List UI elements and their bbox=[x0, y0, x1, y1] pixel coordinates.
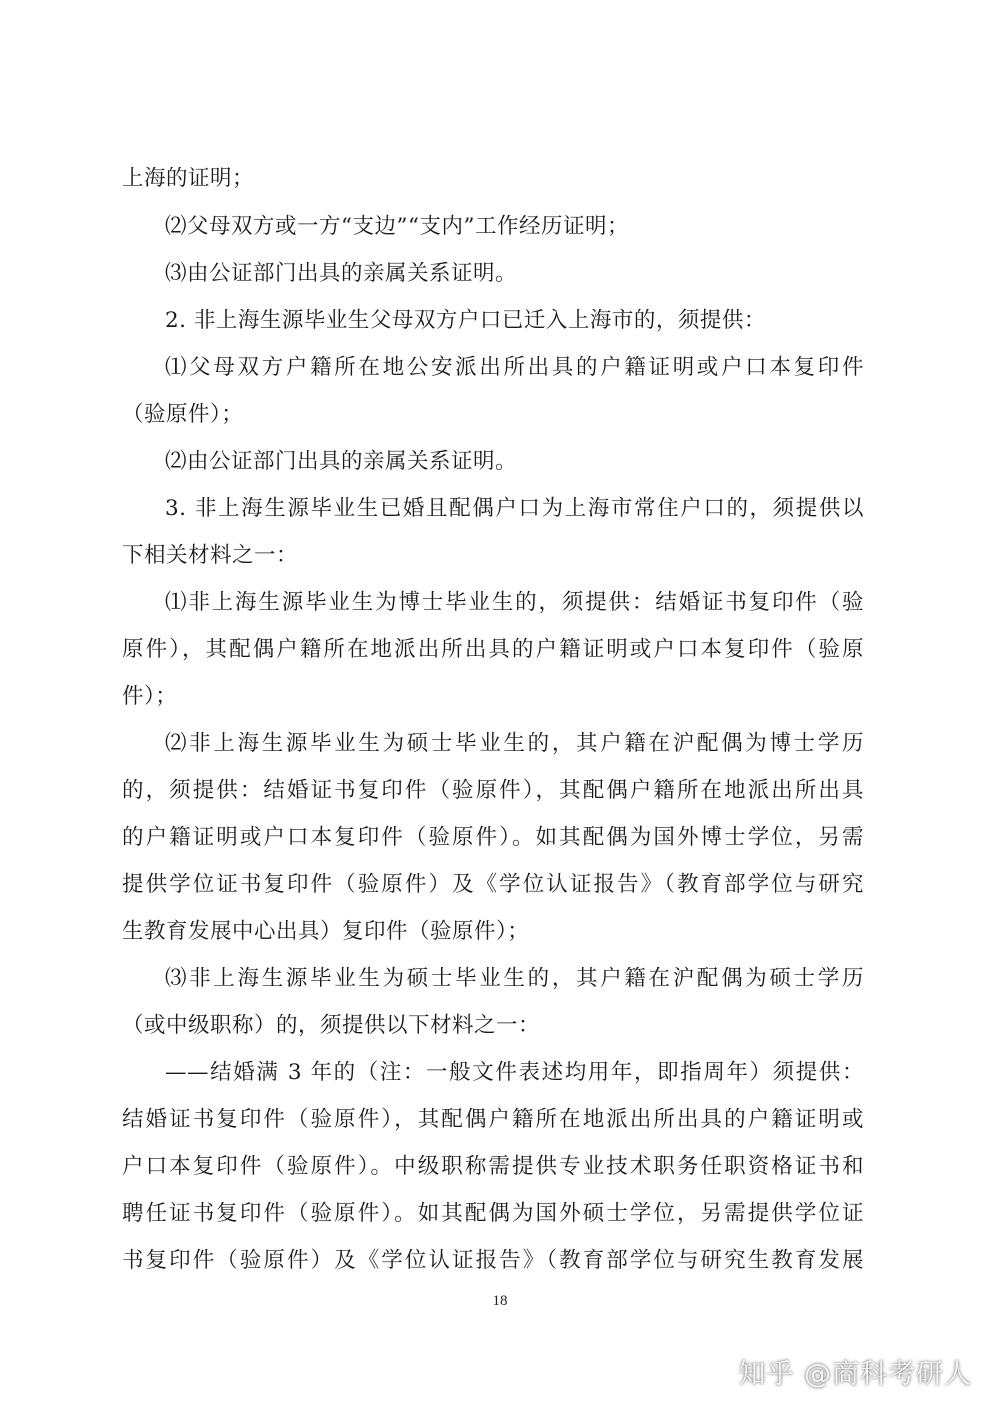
text-line: 聘任证书复印件（验原件）。如其配偶为国外硕士学位，另需提供学位证 bbox=[122, 1201, 864, 1226]
text-line: ⑴父母双方户籍所在地公安派出所出具的户籍证明或户口本复印件 bbox=[165, 355, 864, 380]
text-line: 上海的证明； bbox=[122, 166, 255, 191]
text-line: ⑵由公证部门出具的亲属关系证明。 bbox=[165, 449, 518, 474]
text-line: ⑴非上海生源毕业生为博士毕业生的，须提供：结婚证书复印件（验 bbox=[165, 590, 864, 615]
text-line: 件）； bbox=[122, 684, 178, 709]
text-line: 2. 非上海生源毕业生父母双方户口已迁入上海市的，须提供： bbox=[165, 308, 766, 333]
page-number: 18 bbox=[492, 1293, 508, 1309]
text-line: 3. 非上海生源毕业生已婚且配偶户口为上海市常住户口的，须提供以 bbox=[165, 496, 864, 521]
text-line: 结婚证书复印件（验原件），其配偶户籍所在地派出所出具的户籍证明或 bbox=[122, 1107, 864, 1132]
text-line: （或中级职称）的，须提供以下材料之一： bbox=[122, 1013, 541, 1038]
watermark: 知乎 @商科考研人 bbox=[738, 1359, 972, 1390]
text-line: 的户籍证明或户口本复印件（验原件）。如其配偶为国外博士学位，另需 bbox=[122, 825, 864, 850]
text-line: 户口本复印件（验原件）。中级职称需提供专业技术职务任职资格证书和 bbox=[122, 1154, 864, 1179]
text-line: ⑵非上海生源毕业生为硕士毕业生的，其户籍在沪配偶为博士学历 bbox=[165, 731, 864, 756]
text-line: ⑵父母双方或一方“支边”“支内”工作经历证明； bbox=[165, 214, 629, 239]
text-line: ——结婚满 3 年的（注：一般文件表述均用年，即指周年）须提供： bbox=[165, 1060, 864, 1085]
text-line: 书复印件（验原件）及《学位认证报告》（教育部学位与研究生教育发展 bbox=[122, 1248, 864, 1273]
text-line: 的，须提供：结婚证书复印件（验原件），其配偶户籍所在地派出所出具 bbox=[122, 778, 864, 803]
text-line: ⑶由公证部门出具的亲属关系证明。 bbox=[165, 261, 518, 286]
text-line: 提供学位证书复印件（验原件）及《学位认证报告》（教育部学位与研究 bbox=[122, 872, 864, 897]
text-line: 下相关材料之一： bbox=[122, 543, 299, 568]
text-line: 生教育发展中心出具）复印件（验原件）； bbox=[122, 919, 530, 944]
text-line: （验原件）； bbox=[122, 402, 244, 427]
text-line: ⑶非上海生源毕业生为硕士毕业生的，其户籍在沪配偶为硕士学历 bbox=[165, 966, 864, 991]
text-line: 原件），其配偶户籍所在地派出所出具的户籍证明或户口本复印件（验原 bbox=[122, 637, 864, 662]
